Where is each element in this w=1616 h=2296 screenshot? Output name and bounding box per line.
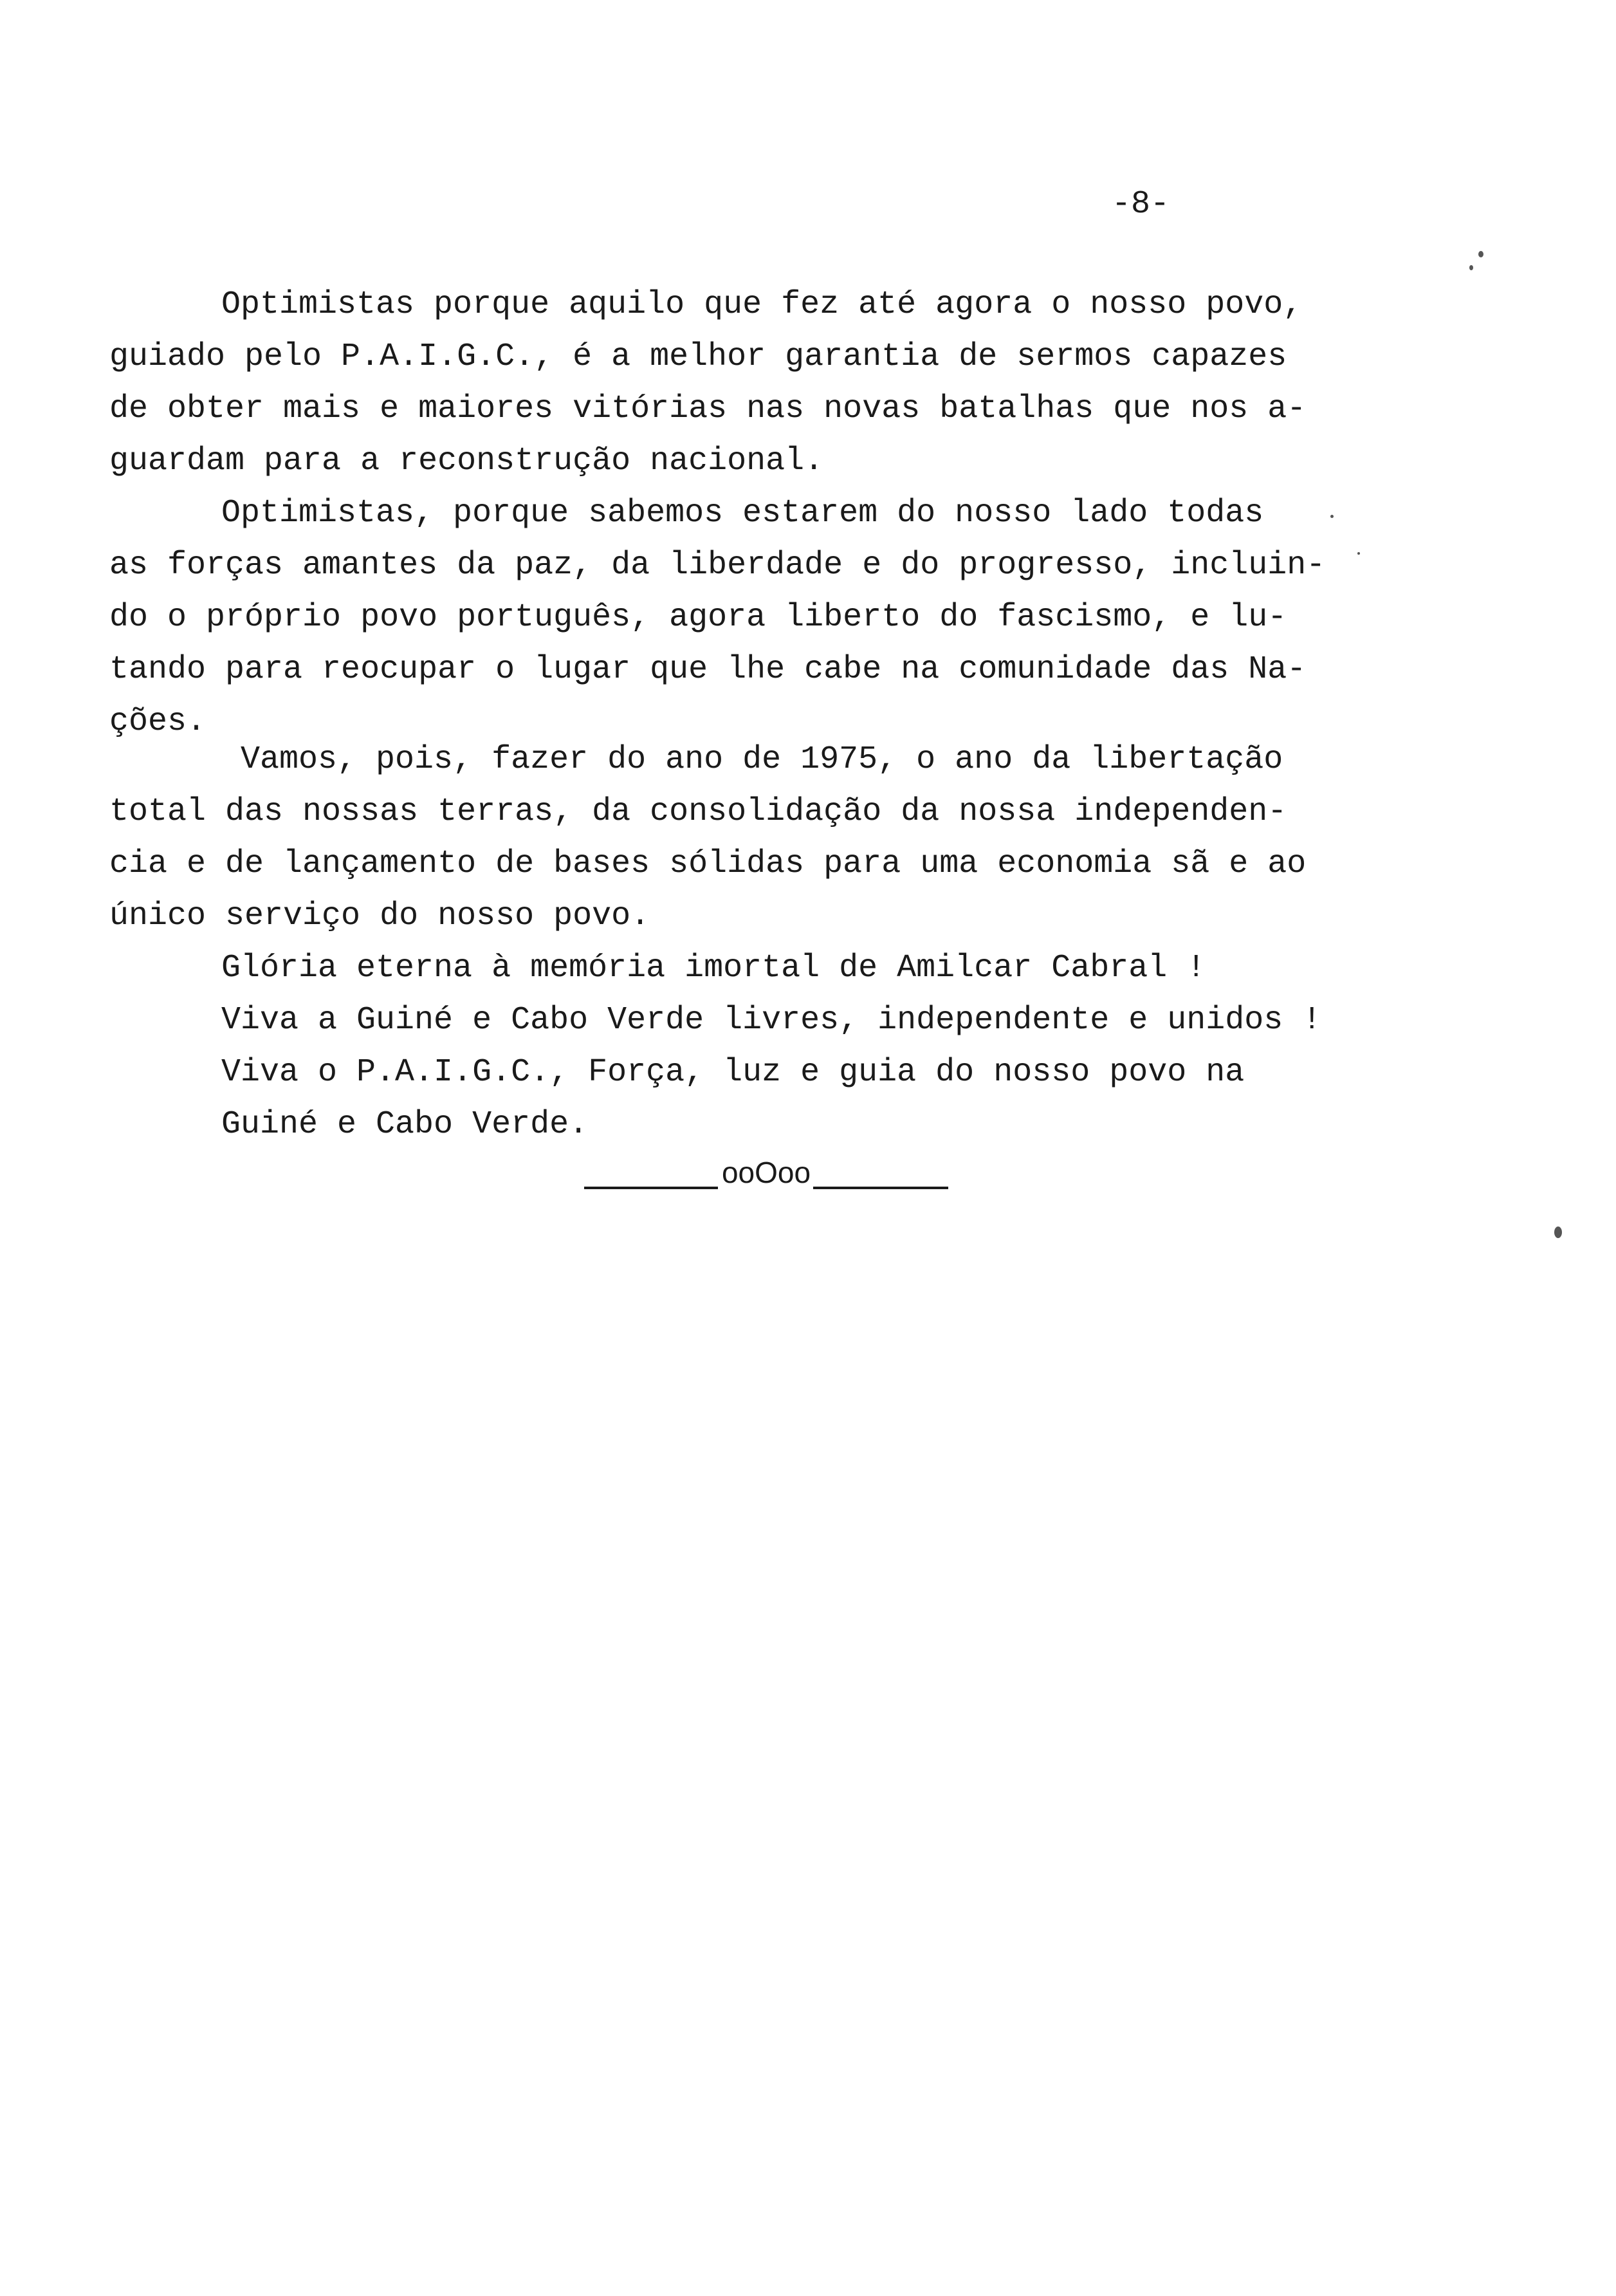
text-line: as forças amantes da paz, da liberdade e do progresso, incluin-: [109, 547, 1326, 584]
text-line: Vamos, pois, fazer do ano de 1975, o ano da libertação: [241, 741, 1283, 778]
text-line: do o próprio povo português, agora liberto do fascismo, e lu-: [109, 599, 1287, 636]
end-mark: ooOoo: [721, 1156, 811, 1189]
text-line: tando para reocupar o lugar que lhe cabe na comunidade das Na-: [109, 651, 1307, 688]
scan-speck: [1554, 1227, 1562, 1238]
separator-rule-right: [813, 1187, 948, 1189]
scan-speck: [1469, 265, 1473, 270]
text-line: de obter mais e maiores vitórias nas novas batalhas que nos a-: [109, 391, 1307, 427]
text-line: único serviço do nosso povo.: [109, 898, 650, 934]
separator-rule-left: [584, 1187, 718, 1189]
slogan-line: Guiné e Cabo Verde.: [221, 1106, 589, 1143]
text-line: total das nossas terras, da consolidação da nossa independen-: [109, 793, 1287, 830]
text-line: guiado pelo P.A.I.G.C., é a melhor garantia de sermos capazes: [109, 338, 1287, 375]
text-line: Optimistas porque aquilo que fez até agora o nosso povo,: [221, 286, 1303, 323]
scan-speck: [1357, 552, 1360, 555]
slogan-line: Glória eterna à memória imortal de Amilcar Cabral !: [221, 950, 1206, 986]
end-separator: [584, 1147, 948, 1198]
text-line: Optimistas, porque sabemos estarem do nosso lado todas: [221, 495, 1264, 532]
text-line: ções.: [109, 703, 207, 740]
scan-speck: [1330, 515, 1334, 518]
slogan-line: Viva a Guiné e Cabo Verde livres, independente e unidos !: [221, 1002, 1322, 1039]
scan-speck: [1478, 251, 1483, 257]
slogan-line: Viva o P.A.I.G.C., Força, luz e guia do nosso povo na: [221, 1054, 1245, 1091]
text-line: guardam para a reconstrução nacional.: [109, 443, 824, 479]
page-number: -8-: [1112, 186, 1170, 223]
text-line: cia e de lançamento de bases sólidas para uma economia sã e ao: [109, 846, 1307, 882]
